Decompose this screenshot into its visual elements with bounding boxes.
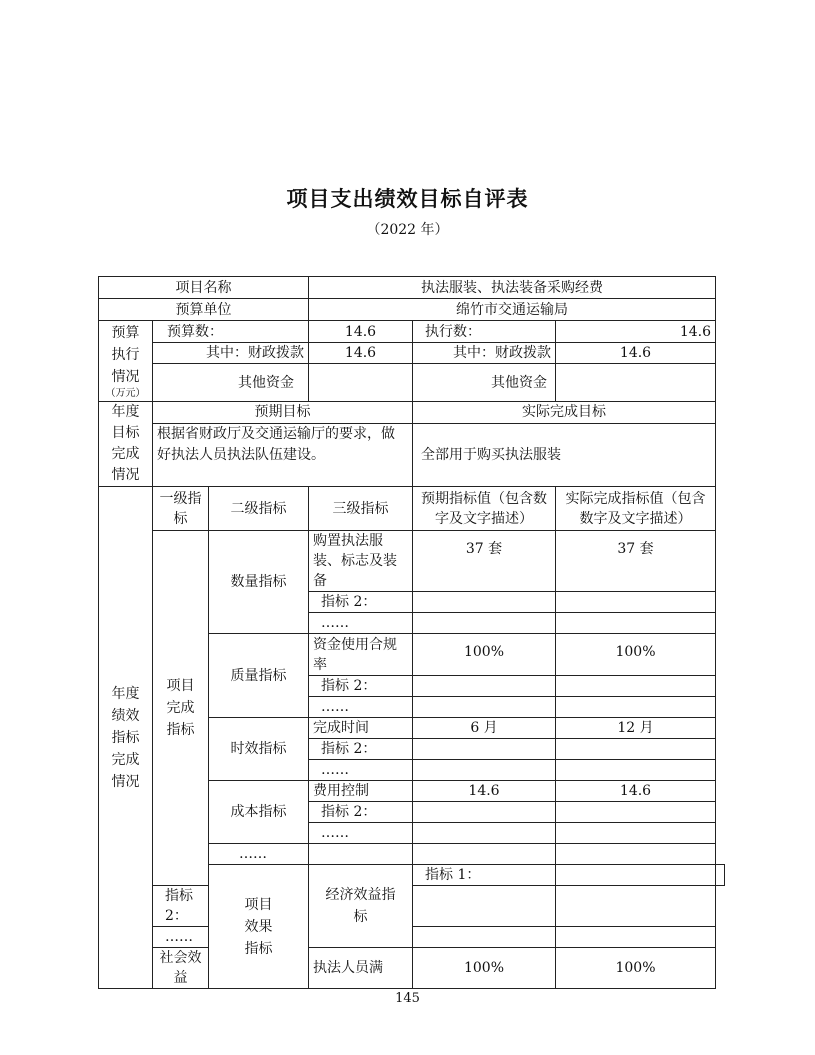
fiscal-budget-label: 其中：财政拨款 <box>153 343 309 364</box>
cost-item-2-actual <box>556 802 716 823</box>
economic-item-1-expected <box>556 865 716 886</box>
social-indicator-label: 社会效益 <box>153 948 209 989</box>
economic-item-3-actual <box>556 927 716 948</box>
budget-amount-label: 预算数： <box>153 321 309 343</box>
other-funds-row <box>99 364 725 402</box>
timeliness-item-1-actual: 12 月 <box>556 718 716 739</box>
quality-item-3: …… <box>309 697 413 718</box>
page-number: 145 <box>395 991 420 1006</box>
indicators-section-text: 年度绩效指标完成情况 <box>111 685 140 790</box>
output-more-expected <box>413 844 556 865</box>
level2-header: 二级指标 <box>209 487 309 531</box>
performance-table <box>98 276 725 989</box>
goals-header-row <box>99 402 725 424</box>
actual-goal-text: 全部用于购买执法服装 <box>413 423 716 486</box>
quantity-item-3-actual <box>556 613 716 634</box>
exec-amount-label: 执行数： <box>413 321 556 343</box>
other-funds-exec-label: 其他资金 <box>413 364 556 402</box>
quantity-item-2: 指标 2： <box>309 592 413 613</box>
quantity-indicator-label: 数量指标 <box>209 531 309 634</box>
quality-item-1-expected: 100% <box>413 634 556 676</box>
timeliness-item-3-actual <box>556 760 716 781</box>
economic-indicator-label: 经济效益指标 <box>309 865 413 948</box>
quality-item-3-expected <box>413 697 556 718</box>
quantity-item-3: …… <box>309 613 413 634</box>
expected-goal-header: 预期目标 <box>153 402 413 424</box>
other-funds-label: 其他资金 <box>153 364 309 402</box>
quantity-row-1 <box>99 531 725 592</box>
timeliness-item-3: …… <box>309 760 413 781</box>
fiscal-exec-label: 其中：财政拨款 <box>413 343 556 364</box>
timeliness-indicator-label: 时效指标 <box>209 718 309 781</box>
budget-section-text: 预算执行情况 <box>111 325 140 385</box>
effect-indicator-text: 项目效果指标 <box>244 896 273 957</box>
output-more-actual <box>556 844 716 865</box>
output-indicator-label <box>153 531 209 886</box>
cost-item-1: 费用控制 <box>309 781 413 802</box>
effect-indicator-label <box>209 865 309 989</box>
quantity-item-1-actual: 37 套 <box>556 531 716 592</box>
cost-item-1-actual: 14.6 <box>556 781 716 802</box>
economic-item-3: …… <box>153 927 209 948</box>
cost-item-1-expected: 14.6 <box>413 781 556 802</box>
timeliness-item-2-actual <box>556 739 716 760</box>
quantity-item-1: 购置执法服装、标志及装备 <box>309 531 413 592</box>
economic-item-2: 指标 2： <box>153 886 209 927</box>
quantity-item-2-actual <box>556 592 716 613</box>
budget-unit-label: 预算单位 <box>99 299 309 321</box>
economic-item-1: 指标 1： <box>413 865 556 886</box>
level1-header: 一级指标 <box>153 487 209 531</box>
timeliness-item-1: 完成时间 <box>309 718 413 739</box>
expected-goal-text: 根据省财政厅及交通运输厅的要求，做好执法人员执法队伍建设。 <box>153 423 413 486</box>
page-title: 项目支出绩效目标自评表 <box>286 187 529 211</box>
budget-row <box>99 321 725 343</box>
project-name-label: 项目名称 <box>99 277 309 299</box>
budget-amount-value: 14.6 <box>309 321 413 343</box>
actual-goal-header: 实际完成目标 <box>413 402 716 424</box>
quality-item-1: 资金使用合规率 <box>309 634 413 676</box>
quantity-item-3-expected <box>413 613 556 634</box>
cost-item-3-expected <box>413 823 556 844</box>
indicator-header-row <box>99 487 725 531</box>
indicators-section-label <box>99 487 153 989</box>
project-name-value: 执法服装、执法装备采购经费 <box>309 277 716 299</box>
timeliness-item-2-expected <box>413 739 556 760</box>
quantity-item-2-expected <box>413 592 556 613</box>
economic-item-2-expected <box>413 886 556 927</box>
social-item-1-expected: 100% <box>413 948 556 989</box>
other-funds-exec-value <box>556 364 716 402</box>
economic-item-1-actual <box>716 865 725 886</box>
actual-value-header: 实际完成指标值（包含数字及文字描述） <box>556 487 716 531</box>
timeliness-item-3-expected <box>413 760 556 781</box>
expected-value-header: 预期指标值（包含数字及文字描述） <box>413 487 556 531</box>
output-more-label: …… <box>209 844 309 865</box>
output-indicator-text: 项目完成指标 <box>166 678 195 738</box>
economic-item-2-actual <box>556 886 716 927</box>
output-more-level3 <box>309 844 413 865</box>
cost-item-3-actual <box>556 823 716 844</box>
fiscal-exec-value: 14.6 <box>556 343 716 364</box>
exec-amount-value: 14.6 <box>556 321 716 343</box>
quality-item-3-actual <box>556 697 716 718</box>
page-subtitle: （2022 年） <box>366 222 449 238</box>
other-funds-value <box>309 364 413 402</box>
social-row-1 <box>99 948 725 989</box>
quality-indicator-label: 质量指标 <box>209 634 309 718</box>
cost-indicator-label: 成本指标 <box>209 781 309 844</box>
fiscal-budget-value: 14.6 <box>309 343 413 364</box>
quality-item-2-expected <box>413 676 556 697</box>
goals-section-label <box>99 402 153 487</box>
goals-section-text: 年度目标完成情况 <box>111 404 140 483</box>
budget-section-label <box>99 321 153 402</box>
quality-item-2: 指标 2： <box>309 676 413 697</box>
economic-item-3-expected <box>413 927 556 948</box>
quantity-item-1-expected: 37 套 <box>413 531 556 592</box>
quality-item-1-actual: 100% <box>556 634 716 676</box>
cost-item-3: …… <box>309 823 413 844</box>
goals-content-row <box>99 423 725 486</box>
budget-unit-row <box>99 299 725 321</box>
quality-item-2-actual <box>556 676 716 697</box>
level3-header: 三级指标 <box>309 487 413 531</box>
timeliness-item-1-expected: 6 月 <box>413 718 556 739</box>
cost-item-2-expected <box>413 802 556 823</box>
social-item-1-actual: 100% <box>556 948 716 989</box>
project-name-row <box>99 277 725 299</box>
social-item-1: 执法人员满 <box>309 948 413 989</box>
budget-section-unit: （万元） <box>105 388 146 399</box>
timeliness-item-2: 指标 2： <box>309 739 413 760</box>
budget-unit-value: 绵竹市交通运输局 <box>309 299 716 321</box>
fiscal-row <box>99 343 725 364</box>
cost-item-2: 指标 2： <box>309 802 413 823</box>
